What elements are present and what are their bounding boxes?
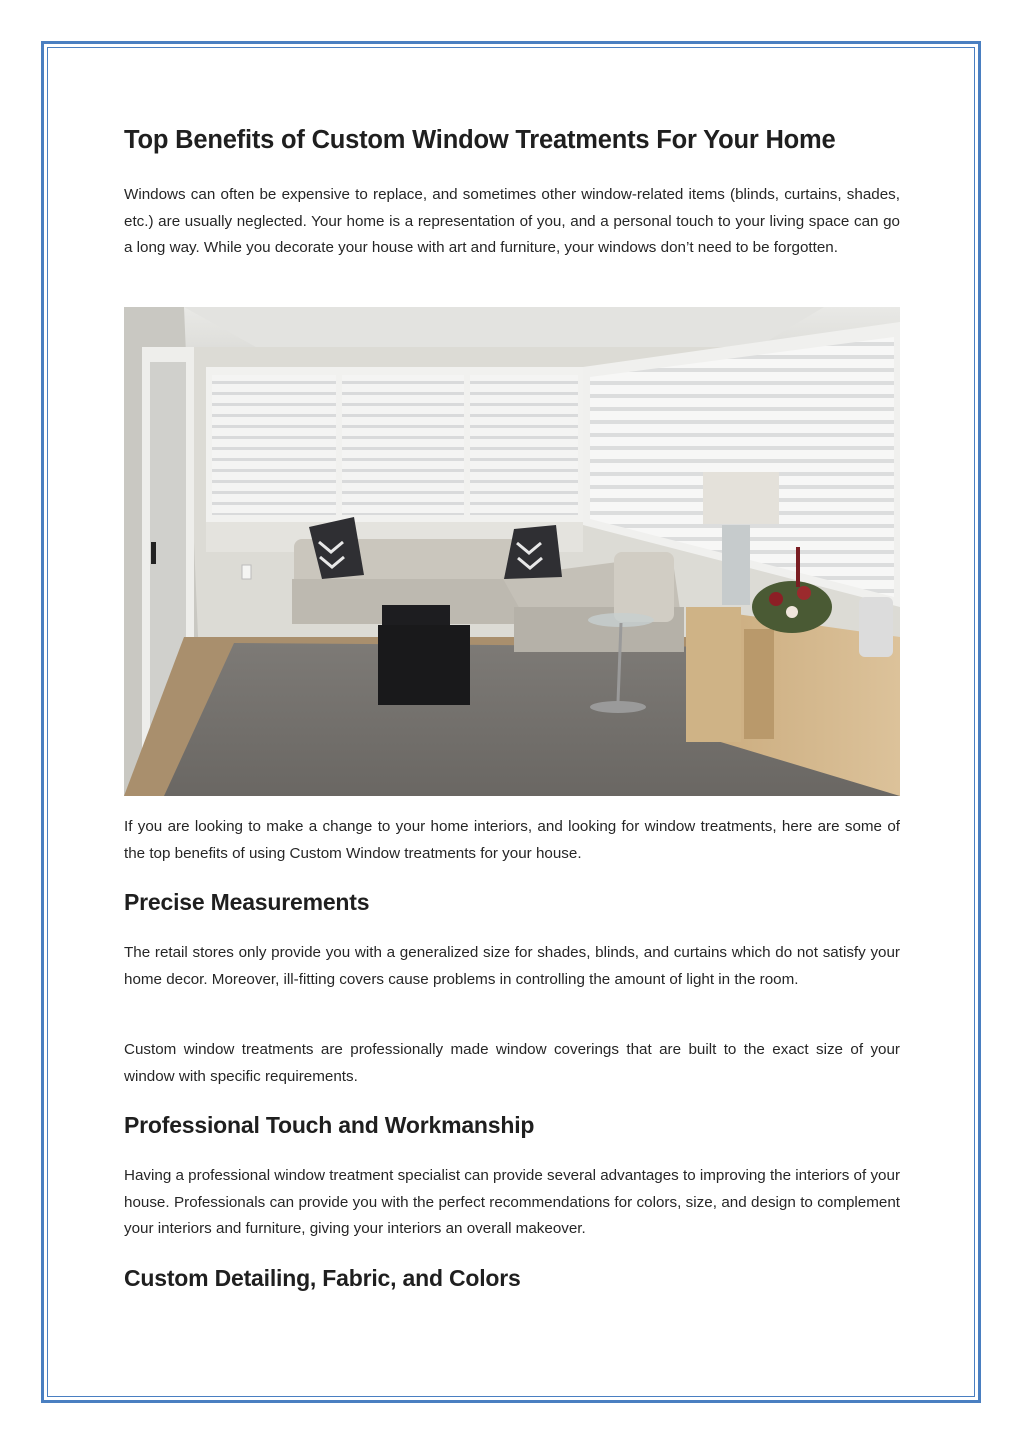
section-paragraph: Custom window treatments are professionally made window coverings that are built to the exact size of your window with specific requirements. bbox=[124, 1041, 900, 1085]
after-image-paragraph: If you are looking to make a change to your home interiors, and looking for window treatments, here are some of the top benefits of using Custom Window treatments for your house. bbox=[124, 818, 900, 862]
section-paragraph: The retail stores only provide you with a generalized size for shades, blinds, and curtains which do not satisfy your home decor. Moreover, ill-fitting covers cause problems in controlling the amount of light in the room. bbox=[124, 944, 900, 988]
section-heading-professional-touch: Professional Touch and Workmanship bbox=[124, 1112, 535, 1138]
page-title: Top Benefits of Custom Window Treatments For Your Home bbox=[124, 126, 836, 154]
section-heading-custom-detailing: Custom Detailing, Fabric, and Colors bbox=[124, 1265, 521, 1291]
intro-paragraph: Windows can often be expensive to replace, and sometimes other window-related items (blinds, curtains, shades, etc.) are usually neglected. Your home is a representation of you, and a personal touch to your living space can go a long way. While you decorate your house with art and furniture, your windows don’t need to be forgotten. bbox=[124, 186, 900, 256]
section-paragraph: Having a professional window treatment specialist can provide several advantages to improving the interiors of your house. Professionals can provide you with the perfect recommendations for colors, size, and design to complement your interiors and furniture, giving your interiors an overall makeover. bbox=[124, 1167, 900, 1237]
section-heading-precise-measurements: Precise Measurements bbox=[124, 889, 370, 915]
living-room-photo bbox=[124, 307, 900, 796]
